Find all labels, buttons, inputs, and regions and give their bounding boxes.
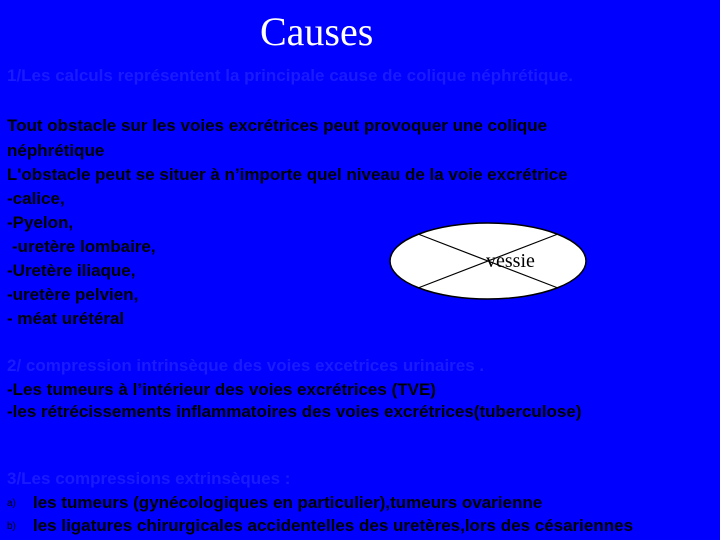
section-2-line: -les rétrécissements inflammatoires des voies excrétrices(tuberculose) (7, 402, 582, 421)
list-marker: b) (7, 520, 16, 532)
list-item (7, 516, 633, 537)
list-item-text: les tumeurs (gynécologiques en particulier),tumeurs ovarienne (33, 493, 543, 512)
section-1-line: -Uretère iliaque, (7, 261, 136, 280)
list-item (7, 493, 542, 514)
title-bar (0, 0, 720, 64)
section-1-line: néphrétique (7, 141, 105, 160)
section-1-line: -Pyelon, (7, 213, 74, 232)
section-1-line: -calice, (7, 189, 65, 208)
list-item-text: les ligatures chirurgicales accidentelles des uretères,lors des césariennes (33, 516, 634, 535)
section-1-line: - méat urétéral (7, 309, 125, 328)
list-marker: a) (7, 497, 16, 509)
section-1-line: Tout obstacle sur les voies excrétrices peut provoquer une colique (7, 116, 548, 135)
slide-content (0, 64, 720, 540)
section-1-line: -uretère lombaire, (12, 237, 156, 256)
section-1-line: L'obstacle peut se situer à n’importe quel niveau de la voie excrétrice (7, 165, 568, 184)
section-2-line: -Les tumeurs à l’intérieur des voies excrétrices (TVE) (7, 380, 436, 399)
bladder-label: vessie (486, 250, 535, 272)
section-3-heading: 3/Les compressions extrinsèques : (7, 469, 291, 488)
section-1-line: -uretère pelvien, (7, 285, 139, 304)
section-1-heading: 1/Les calculs représentent la principale cause de colique néphrétique. (7, 66, 573, 85)
slide-title: Causes (260, 9, 374, 54)
section-2-heading: 2/ compression intrinsèque des voies excetrices urinaires . (7, 356, 485, 375)
bladder-diagram (388, 221, 588, 301)
